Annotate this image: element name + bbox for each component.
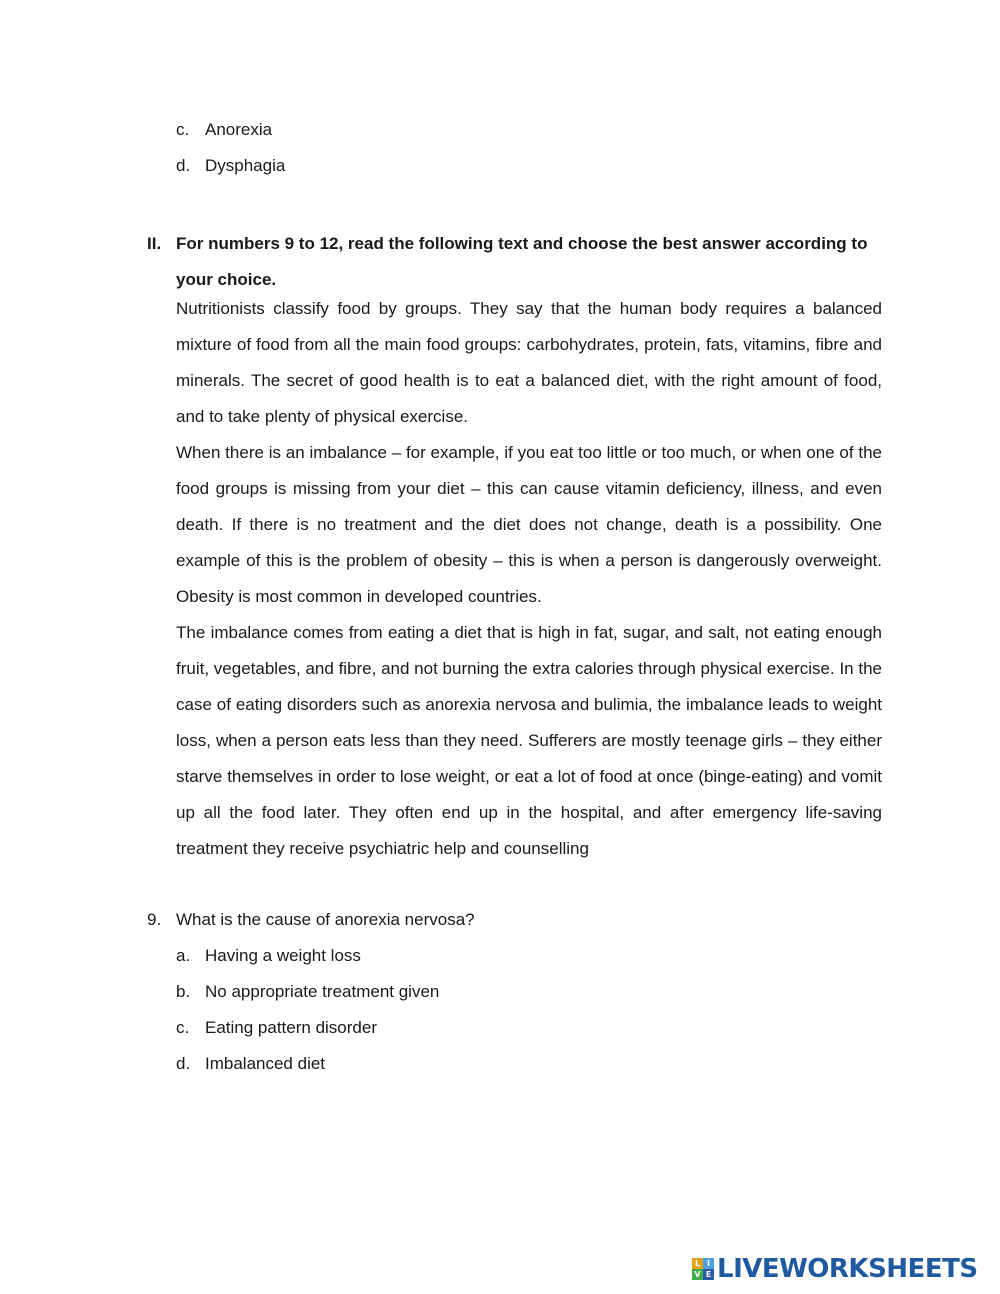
liveworksheets-logo-text: LIVEWORKSHEETS <box>717 1254 978 1284</box>
option-letter: c. <box>176 120 190 139</box>
question-9 <box>147 908 475 932</box>
prev-option-d[interactable] <box>176 154 285 178</box>
section-instruction <box>147 226 887 298</box>
option-letter: a. <box>176 946 191 965</box>
option-letter: b. <box>176 982 191 1001</box>
option-text: Eating pattern disorder <box>205 1018 377 1037</box>
question-number: 9. <box>147 910 162 929</box>
option-text: Imbalanced diet <box>205 1054 326 1073</box>
option-text: Anorexia <box>205 120 273 139</box>
option-text: Dysphagia <box>205 156 286 175</box>
liveworksheets-logo-icon <box>692 1258 714 1280</box>
q9-option-b[interactable] <box>176 980 439 1004</box>
logo-tile-l: L <box>692 1258 703 1269</box>
q9-option-c[interactable] <box>176 1016 377 1040</box>
section-number: II. <box>147 234 162 253</box>
option-letter: d. <box>176 1054 191 1073</box>
logo-tile-e: E <box>703 1269 714 1280</box>
passage-paragraph-2: When there is an imbalance – for example, if you eat too little or too much, or when one of the food groups is missing from your diet – this can cause vitamin deficiency, illness, and even death. If there is no treatment and the diet does not change, death is a possibility. One example of this is the problem of obesity – this is when a person is dangerously overweight. Obesity is most common in developed countries. <box>176 443 882 606</box>
option-text: No appropriate treatment given <box>205 982 440 1001</box>
passage-paragraph-3: The imbalance comes from eating a diet that is high in fat, sugar, and salt, not eating enough fruit, vegetables, and fibre, and not burning the extra calories through physical exercise. In the case of eating disorders such as anorexia nervosa and bulimia, the imbalance leads to weight loss, when a person eats less than they need. Sufferers are mostly teenage girls – they either starve themselves in order to lose weight, or eat a lot of food at once (binge-eating) and vomit up all the food later. They often end up in the hospital, and after emergency life-saving treatment they receive psychiatric help and counselling <box>176 623 882 858</box>
option-letter: c. <box>176 1018 190 1037</box>
q9-option-d[interactable] <box>176 1052 325 1076</box>
passage-paragraph-1: Nutritionists classify food by groups. They say that the human body requires a balanced mixture of food from all the main food groups: carbohydrates, protein, fats, vitamins, fibre and minerals. The secret of good health is to eat a balanced diet, with the right amount of food, and to take plenty of physical exercise. <box>176 299 882 426</box>
q9-option-a[interactable] <box>176 944 361 968</box>
reading-passage <box>176 291 882 867</box>
logo-tile-v: V <box>692 1269 703 1280</box>
option-letter: d. <box>176 156 191 175</box>
section-instruction-text: For numbers 9 to 12, read the following text and choose the best answer according to your choice. <box>176 234 868 289</box>
option-text: Having a weight loss <box>205 946 361 965</box>
question-text: What is the cause of anorexia nervosa? <box>176 910 475 929</box>
liveworksheets-logo <box>692 1254 978 1284</box>
logo-tile-i: I <box>703 1258 714 1269</box>
prev-option-c[interactable] <box>176 118 272 142</box>
